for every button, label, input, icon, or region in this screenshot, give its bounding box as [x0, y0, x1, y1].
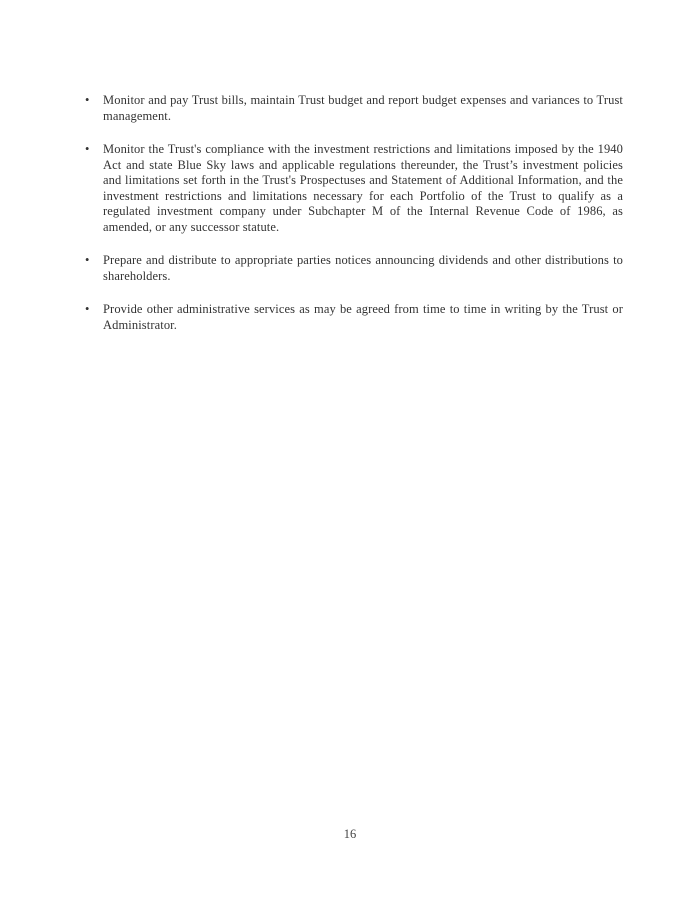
- bullet-item: [84, 253, 623, 284]
- bullet-text: Prepare and distribute to appropriate parties notices announcing dividends and other distributions to shareholders.: [103, 253, 623, 283]
- bullet-item: [84, 93, 623, 124]
- bullet-icon: •: [85, 253, 90, 267]
- bullet-icon: •: [85, 142, 90, 156]
- bullet-text: Provide other administrative services as may be agreed from time to time in writing by the Trust or Administrator.: [103, 302, 623, 332]
- bullet-item: [84, 142, 623, 235]
- bullet-icon: •: [85, 93, 90, 107]
- bullet-text: Monitor and pay Trust bills, maintain Trust budget and report budget expenses and variances to Trust management.: [103, 93, 623, 123]
- bullet-list: [84, 93, 623, 351]
- page-number: 16: [343, 827, 357, 841]
- bullet-item: [84, 302, 623, 333]
- bullet-icon: •: [85, 302, 90, 316]
- bullet-text: Monitor the Trust's compliance with the investment restrictions and limitations imposed by the 1940 Act and state Blue Sky laws and applicable regulations thereunder, the Trust’s investment policies and limitations set forth in the Trust's Prospectuses and Statement of Additional Information, and the investment restrictions and limitations necessary for each Portfolio of the Trust to qualify as a regulated investment company under Subchapter M of the Internal Revenue Code of 1986, as amended, or any successor statute.: [103, 142, 623, 234]
